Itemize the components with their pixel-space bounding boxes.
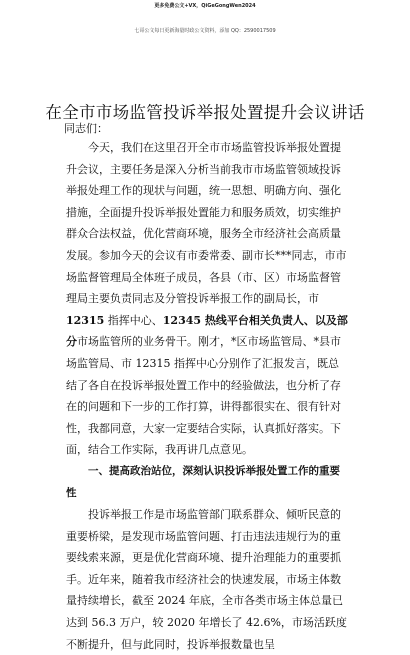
paragraph-intro-text-b: 指挥中心、 [104,313,163,327]
promo-note: 七哥公文每日更新海量时政公文资料，添加 QQ：2590017509 [134,28,276,34]
paragraph-section-1: 投诉举报工作是市场监管部门联系群众、倾听民意的重要桥梁，是发现市场监管问题、打击违法违规行为的重要线索来源，更是优化营商环境、提升治理能力的重要抓手。近年来，随着我市经济社会的快速发展，市场主体数量持续增长，截至 2024 年底，全市各类市场主体总量已达到 56.3 万户，较 2020 年增长了 42.6%，市场活跃度不断提升，但与此同时，投诉举报数量也呈 [66,508,347,651]
document-body [66,137,348,655]
paragraph-intro-text-c: 热线平台相关负责人、以及部分 [66,313,348,349]
promo-header: 更多免费公文+VX，QiGeGongWen2024 [154,3,256,9]
greeting: 同志们： [64,122,108,135]
paragraph-intro [66,137,348,461]
section-heading-1: 一、提高政治站位，深刻认识投诉举报处置工作的重要性 [66,464,340,499]
hotline-12345: 12345 [162,313,202,327]
document-title: 在全市市场监管投诉举报处置提升会议讲话 [45,103,365,122]
paragraph-intro-text-d: 市场监管所的业务骨干。刚才，*区市场监管局、*县市场监管局、市 12315 指挥中心分别作了汇报发言，既总结了各自在投诉举报处置工作中的经验做法，也分析了存在的问题和下一步的工作打算，讲得都很实在、很有针对性，我都同意，大家一定要结合实际，认真抓好落实。下面，结合工作实际，我再讲几点意见。 [66,335,341,457]
hotline-12315: 12315 [66,313,105,327]
paragraph-intro-text-a: 今天，我们在这里召开全市市场监管投诉举报处置提升会议，主要任务是深入分析当前我市市场监管领域投诉举报处理工作的现状与问题，统一思想、明确方向、强化措施，全面提升投诉举报处置能力和服务质效，切实维护群众合法权益，优化营商环境，服务全市经济社会高质量发展。参加今天的会议有市委常委、副市长***同志，市市场监督管理局全体班子成员，各县（市、区）市场监督管理局主要负责同志及分管投诉举报工作的副局长，市 [66,141,347,306]
